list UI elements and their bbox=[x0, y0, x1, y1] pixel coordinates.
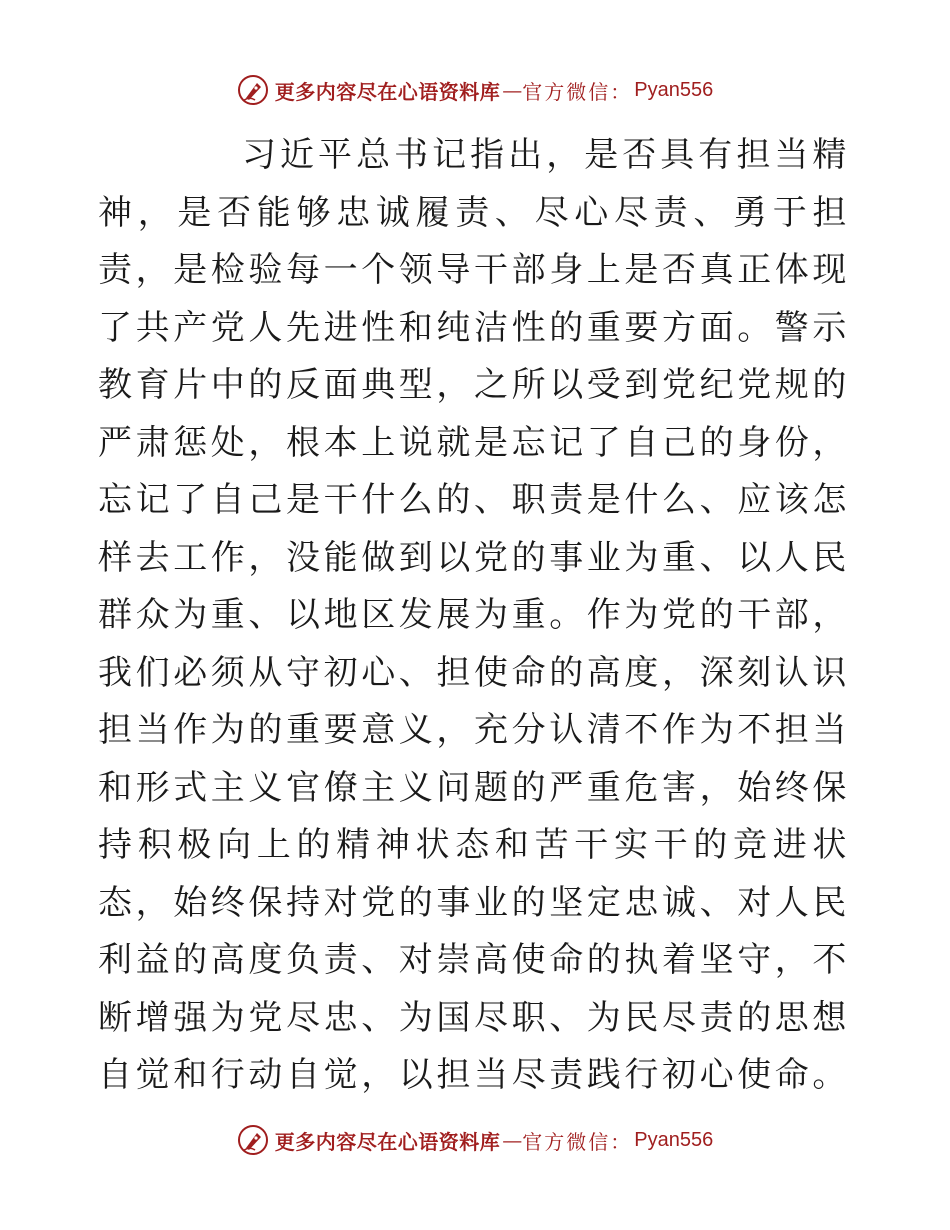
footer-dash: — bbox=[502, 1128, 521, 1152]
header-brand-text: 更多内容尽在心语资料库 bbox=[274, 79, 501, 104]
pen-nib-logo-icon bbox=[237, 74, 269, 106]
page-footer-watermark bbox=[0, 1122, 950, 1158]
main-paragraph: 习近平总书记指出，是否具有担当精神，是否能够忠诚履责、尽心尽责、勇于担责，是检验每一个领导干部身上是否真正体现了共产党人先进性和纯洁性的重要方面。警示教育片中的反面典型，之所以受到党纪党规的严肃惩处，根本上说就是忘记了自己的身份，忘记了自己是干什么的、职责是什么、应该怎样去工作，没能做到以党的事业为重、以人民群众为重、以地区发展为重。作为党的干部，我们必须从守初心、担使命的高度，深刻认识担当作为的重要意义，充分认清不作为不担当和形式主义官僚主义问题的严重危害，始终保持积极向上的精神状态和苦干实干的竞进状态，始终保持对党的事业的坚定忠诚、对人民利益的高度负责、对崇高使命的执着坚守，不断增强为党尽忠、为国尽职、为民尽责的思想自觉和行动自觉，以担当尽责践行初心使命。 bbox=[98, 135, 850, 1095]
footer-wechat-id: Pyan556 bbox=[634, 1128, 714, 1151]
page-header-watermark bbox=[0, 72, 950, 108]
footer-brand-text: 更多内容尽在心语资料库 bbox=[274, 1129, 501, 1154]
footer-official-label: 官方微信： bbox=[522, 1129, 633, 1154]
header-dash: — bbox=[502, 78, 521, 102]
pen-nib-logo-icon bbox=[237, 1124, 269, 1156]
header-wechat-id: Pyan556 bbox=[634, 78, 714, 101]
header-official-label: 官方微信： bbox=[522, 79, 633, 104]
